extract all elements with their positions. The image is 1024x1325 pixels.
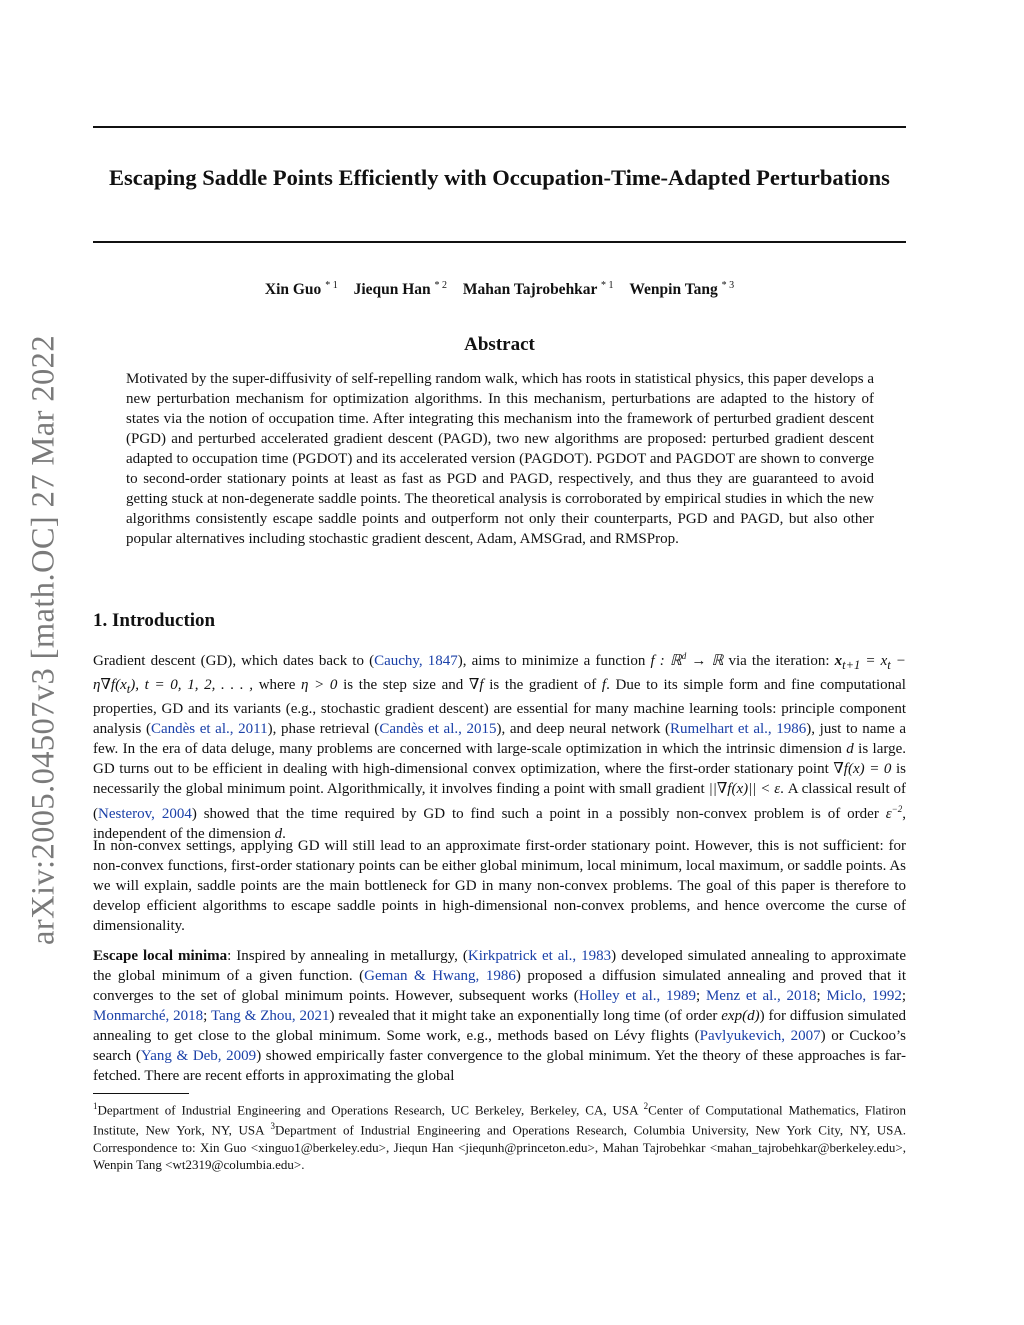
text: . Due to its simple form and fine computational properties, GD and its variants (e.g., stochastic gradient descent) are essential for many machine learning tools: principle component analysis ( [93, 677, 906, 737]
text: via the iteration: [723, 653, 835, 669]
citation-link[interactable]: Holley et al., 1989 [578, 988, 697, 1004]
math-text: f : ℝ [650, 653, 682, 669]
text: Department of Industrial Engineering and Operations Research, UC Berkeley, Berkeley, CA, USA [97, 1102, 644, 1118]
text: Center of Computational Mathematics, Flatiron Institute, New York, NY, USA [93, 1102, 906, 1138]
footnote-divider [93, 1093, 189, 1094]
text: is necessarily the global minimum point. Algorithmically, it involves finding a point with small gradient [93, 761, 906, 797]
author [629, 281, 734, 298]
author [265, 281, 338, 298]
text: ) showed that the time required by GD to find such a point in a possibly non-convex problem is of order [191, 806, 886, 822]
intro-paragraph-2: In non-convex settings, applying GD will still lead to an approximate first-order stationary point. However, this is not sufficient: for non-convex functions, first-order stationary points can be either global minimum, local minimum, local maximum, or saddle points. As we will explain, saddle points are the main bottleneck for GD in many non-convex problems. The goal of this paper is therefore to develop efficient algorithms to escape saddle points in high-dimensional non-convex problems, and hence overcome the curse of dimensionality. [93, 838, 906, 934]
paper-title: Escaping Saddle Points Efficiently with Occupation-Time-Adapted Perturbations [109, 165, 890, 190]
text: ), aims to minimize a function [457, 653, 651, 669]
title-top-rule [93, 126, 906, 128]
math-text: → ℝ [686, 653, 724, 669]
text: : Inspired by annealing in metallurgy, ( [227, 948, 468, 964]
arxiv-identifier-stamp: arXiv:2005.04507v3 [math.OC] 27 Mar 2022 [25, 335, 62, 945]
math-text: = x [860, 653, 888, 669]
citation-link[interactable]: Miclo, 1992 [826, 988, 902, 1004]
math-inline: d [846, 741, 854, 757]
text: ) showed empirically faster convergence to the global minimum. Yet the theory of these approaches is far-fetched. There are recent efforts in approximating the global [93, 1048, 906, 1084]
text: ; [203, 1008, 211, 1024]
author-affiliation-mark: * 1 [325, 280, 338, 291]
paragraph-lead-heading: Escape local minima [93, 948, 228, 964]
text: ), and deep neural network ( [496, 721, 670, 737]
text: . A classical result of ( [93, 781, 906, 822]
author-affiliation-mark: * 1 [601, 280, 614, 291]
text: , independent of the dimension [93, 806, 906, 842]
footnote-mark: 2 [643, 1101, 649, 1111]
citation-link[interactable]: Kirkpatrick et al., 1983 [467, 948, 612, 964]
math-text: − η∇f(x [93, 653, 906, 693]
text: ), just to name a few. In the era of data deluge, many problems are concerned with large-scale optimization in which the intrinsic dimension [93, 721, 907, 757]
text: is the gradient of [483, 677, 602, 693]
citation-link[interactable]: Monmarché, 2018 [93, 1008, 204, 1024]
math-inline: ||∇f(x)|| < ε [708, 781, 781, 797]
author-name: Mahan Tajrobehkar [462, 281, 598, 299]
abstract-body: Motivated by the super-diffusivity of self-repelling random walk, which has roots in statistical physics, this paper develops a new perturbation mechanism for optimization algorithms. In this mechanism, perturbations are adapted to the history of states via the notion of occupation time. After integrating this mechanism into the framework of perturbed gradient descent (PGD) and perturbed accelerated gradient descent (PAGD), two new algorithms are proposed: perturbed gradient descent adapted to occupation time (PGDOT) and its accelerated version (PAGDOT). PGDOT and PAGDOT are shown to converge to second-order stationary points at least as fast as PGD and PAGD, respectively, and thus they are guaranteed to avoid getting stuck at non-degenerate saddle points. The theoretical analysis is corroborated by empirical studies in which the new algorithms consistently escape saddle points and outperform not only their counterparts, PGD and PAGD, but also other popular alternatives including stochastic gradient descent, Adam, AMSGrad, and RMSProp. [126, 371, 875, 547]
text: . [282, 826, 286, 842]
citation-link[interactable]: Nesterov, 2004 [98, 806, 192, 822]
text: where [253, 677, 302, 693]
citation-link[interactable]: Candès et al., 2015 [379, 721, 497, 737]
math-subscript: t+1 [842, 658, 861, 672]
citation-link[interactable]: Cauchy, 1847 [374, 653, 458, 669]
text: ) revealed that it might take an exponentially long time (of order [329, 1008, 722, 1024]
abstract-heading: Abstract [464, 334, 535, 355]
author-affiliation-mark: * 2 [434, 280, 448, 291]
math-subscript: t [126, 682, 131, 696]
math-inline [886, 806, 903, 822]
citation-link[interactable]: Pavlyukevich, 2007 [699, 1028, 821, 1044]
math-inline: f [601, 677, 607, 693]
math-subscript: t [887, 658, 891, 672]
text: ; [901, 988, 906, 1004]
math-text: ε [885, 806, 892, 822]
text: is the step size and [337, 677, 469, 693]
author-name: Xin Guo [264, 281, 322, 299]
math-inline: η > 0 [301, 677, 338, 693]
text: ) or Cuckoo’s search ( [93, 1028, 907, 1064]
math-text: ), t = 0, 1, 2, . . . , [130, 677, 254, 693]
author-affiliation-mark: * 3 [721, 280, 735, 291]
author [354, 281, 447, 298]
math-superscript: d [681, 651, 687, 661]
text: ; [816, 988, 827, 1004]
math-inline: exp(d) [721, 1008, 760, 1024]
author-name: Wenpin Tang [629, 281, 718, 299]
math-inline: ∇f [468, 677, 484, 693]
math-inline [651, 653, 724, 669]
footnote-mark: 1 [93, 1101, 98, 1111]
citation-link[interactable]: Geman & Hwang, 1986 [364, 968, 516, 984]
footnote-mark: 3 [270, 1121, 275, 1132]
citation-link[interactable]: Candès et al., 2011 [150, 721, 268, 737]
text: Department of Industrial Engineering and Operations Research, Columbia University, New York City, NY, USA. Correspondence to: Xin Guo <xinguo1@berkeley.edu>, Jiequn Han <jiequnh@princeton.edu>, Mahan Tajrobehkar <mahan_tajrobehkar@berkeley.edu>, Wenpin Tang <wt2319@columbia.edu>. [93, 1122, 906, 1172]
citation-link[interactable]: Tang & Zhou, 2021 [210, 1008, 330, 1024]
intro-paragraph-1 [93, 646, 906, 844]
author-list [93, 280, 906, 299]
affiliation-footnote [93, 1098, 906, 1173]
author-name: Jiequn Han [353, 281, 431, 299]
text: ) developed simulated annealing to approximate the global minimum of a given function. ( [93, 948, 906, 984]
math-superscript: −2 [891, 804, 903, 814]
author [463, 281, 614, 298]
text: ) proposed a diffusion simulated annealing and proved that it converges to the set of global minimum points. However, subsequent works ( [93, 968, 907, 1004]
text: ; [696, 988, 706, 1004]
math-inline: d [274, 826, 283, 842]
text: ) for diffusion simulated annealing to get close to the global minimum. Some work, e.g., methods based on Lévy flights ( [93, 1008, 906, 1044]
citation-link[interactable]: Rumelhart et al., 1986 [669, 721, 807, 737]
math-inline: ∇f(x) = 0 [833, 761, 892, 777]
citation-link[interactable]: Menz et al., 2018 [705, 988, 817, 1004]
text: Gradient descent (GD), which dates back to ( [93, 653, 375, 669]
section-heading-introduction: 1. Introduction [93, 610, 216, 631]
citation-link[interactable]: Yang & Deb, 2009 [140, 1048, 257, 1064]
text: is large. GD turns out to be efficient in dealing with high-dimensional convex optimization, where the first-order stationary point [93, 741, 906, 777]
math-text: x [834, 653, 843, 669]
intro-paragraph-3 [93, 946, 906, 1086]
text: ), phase retrieval ( [267, 721, 380, 737]
title-bottom-rule [93, 241, 906, 243]
